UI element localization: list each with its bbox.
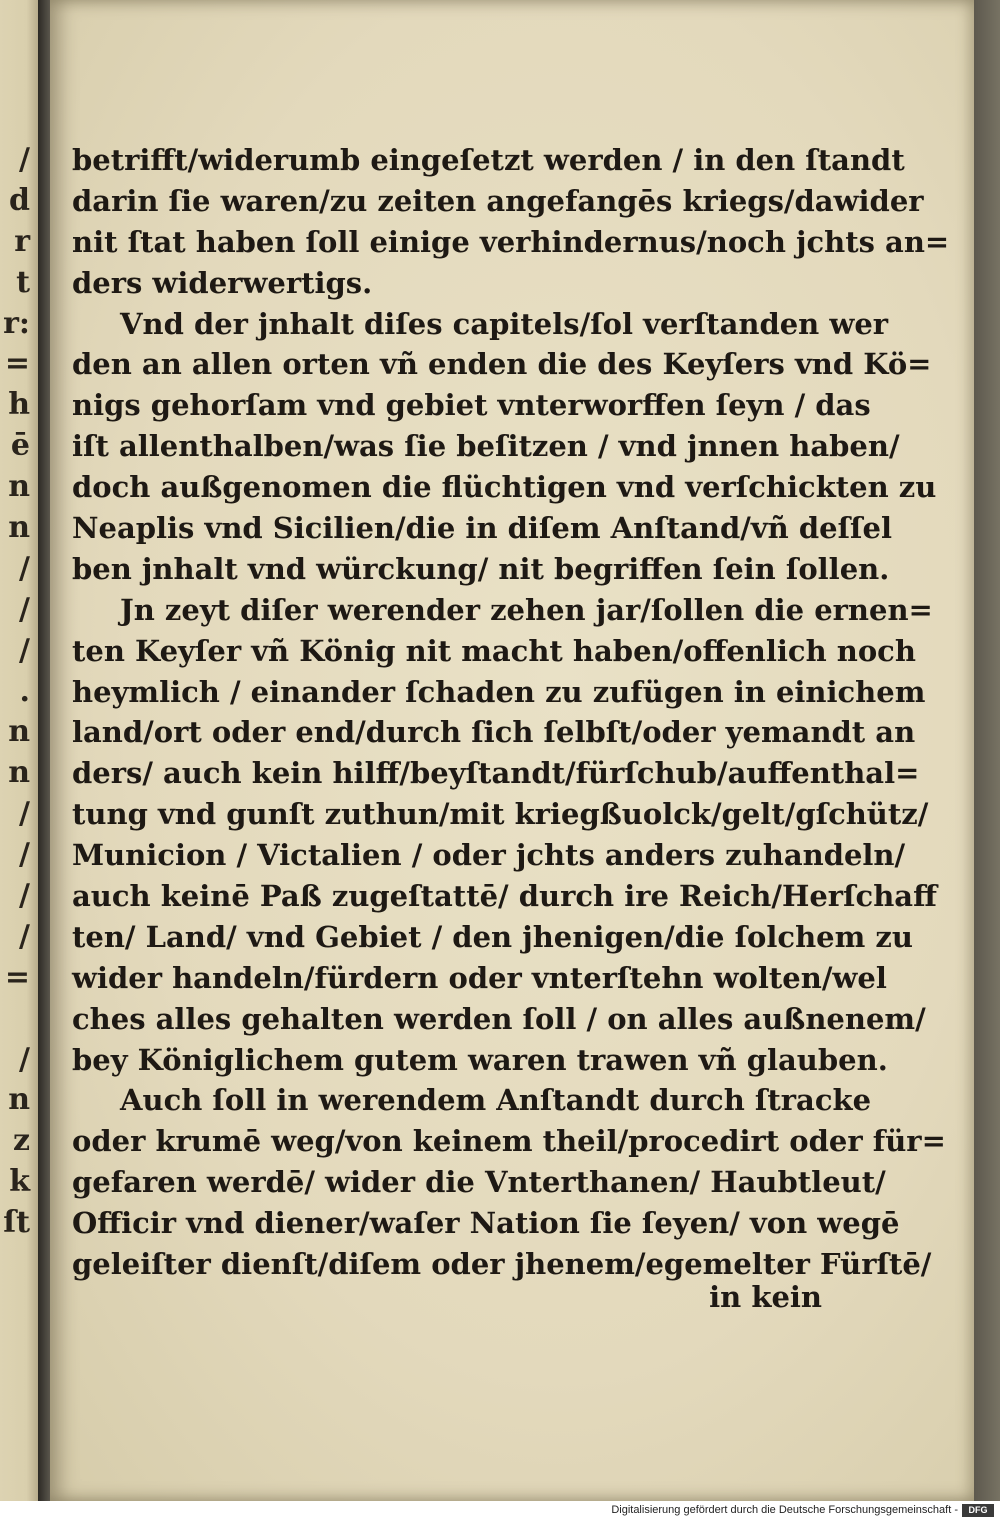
facing-page-fragment: = bbox=[4, 346, 30, 382]
text-line: darin ſie waren/zu zeiten angefangēs kriegs/dawider bbox=[72, 183, 924, 218]
facing-page-fragment: . bbox=[19, 673, 30, 709]
body-text bbox=[72, 140, 950, 1285]
text-line: doch außgenomen die flüchtigen vnd verſchickten zu bbox=[72, 470, 937, 505]
text-line: betrifft/widerumb eingeſetzt werden / in den ſtandt bbox=[72, 143, 905, 177]
text-line: Neaplis vnd Sicilien/die in diſem Anſtand/vñ deſſel bbox=[72, 511, 893, 546]
text-line: land/ort oder end/durch ſich ſelbſt/oder yemandt an bbox=[72, 715, 916, 750]
text-line: den an allen orten vñ enden die des Keyſers vnd Kö= bbox=[72, 347, 932, 382]
text-line: geleiſter dienſt/diſem oder jhenem/egemelter Fürſtē/ bbox=[72, 1247, 932, 1282]
text-line: Auch ſoll in werendem Anſtandt durch ſtracke bbox=[120, 1083, 872, 1118]
text-line: oder krumē weg/von keinem theil/procedirt oder für= bbox=[72, 1124, 946, 1159]
facing-page-fragment: = bbox=[4, 959, 30, 995]
catchword: in kein bbox=[709, 1280, 822, 1314]
facing-page-fragment: ē bbox=[10, 428, 30, 464]
facing-page-fragment: / bbox=[19, 632, 30, 668]
text-line: Jn zeyt diſer werender zehen jar/ſollen die ernen= bbox=[120, 592, 933, 627]
facing-page-fragment: / bbox=[19, 918, 30, 954]
facing-page-fragment: n bbox=[8, 714, 30, 750]
text-line: ders/ auch kein hilff/beyſtandt/fürſchub/auffenthal= bbox=[72, 756, 920, 791]
text-line: iſt allenthalben/was ſie beſitzen / vnd jnnen haben/ bbox=[72, 429, 900, 464]
facing-page-fragment: / bbox=[19, 550, 30, 586]
text-line: auch keinē Paß zugeſtattē/ durch ire Reich/Herſchaff bbox=[72, 879, 937, 914]
text-line: Officir vnd diener/waſer Nation ſie ſeyen/ von wegē bbox=[72, 1206, 900, 1241]
facing-page-fragment: r: bbox=[3, 305, 30, 341]
facing-page-fragment: / bbox=[19, 142, 30, 177]
text-line: ches alles gehalten werden ſoll / on alles außnenem/ bbox=[72, 1001, 926, 1036]
text-line: heymlich / einander ſchaden zu zufügen in einichem bbox=[72, 674, 926, 709]
text-line: tung vnd gunſt zuthun/mit kriegßuolck/gelt/gſchütz/ bbox=[72, 797, 929, 832]
text-line: ders widerwertigs. bbox=[72, 265, 373, 300]
facing-page-fragment: n bbox=[8, 755, 30, 791]
facing-page-fragment: n bbox=[8, 510, 30, 546]
facing-page-fragment: d bbox=[9, 182, 30, 218]
facing-page-fragment: / bbox=[19, 837, 30, 873]
footer-bar bbox=[0, 1501, 1000, 1521]
book-spine bbox=[38, 0, 50, 1501]
text-line: Vnd der jnhalt diſes capitels/ſol verſtanden wer bbox=[120, 306, 889, 341]
text-line: ben jnhalt vnd würckung/ nit begriffen ſein ſollen. bbox=[72, 551, 890, 586]
facing-page-fragment: / bbox=[19, 1041, 30, 1077]
facing-page-fragment: / bbox=[19, 591, 30, 627]
facing-page-fragment: n bbox=[8, 1082, 30, 1118]
text-line: nit ſtat haben ſoll einige verhindernus/noch jchts an= bbox=[72, 224, 950, 259]
facing-page-fragment bbox=[0, 999, 30, 1040]
text-line: bey Königlichem gutem waren trawen vñ glauben. bbox=[72, 1042, 888, 1077]
text-line: gefaren werdē/ wider die Vnterthanen/ Haubtleut/ bbox=[72, 1165, 886, 1200]
text-line: wider handeln/fürdern oder vnterſtehn wolten/wel bbox=[72, 960, 887, 995]
facing-page-fragment: / bbox=[19, 796, 30, 832]
facing-page-fragment: t bbox=[16, 264, 30, 300]
facing-page-fragment: n bbox=[8, 469, 30, 505]
facing-page-fragment: / bbox=[19, 878, 30, 914]
facing-page-fragment: z bbox=[12, 1123, 30, 1159]
facing-page-fragment: r bbox=[14, 223, 30, 259]
page-outer-edge bbox=[974, 0, 1000, 1501]
text-line: ten Keyſer vñ König nit macht haben/offenlich noch bbox=[72, 633, 916, 668]
facing-page-fragment: k bbox=[9, 1164, 30, 1200]
footer-credit: Digitalisierung gefördert durch die Deutsche Forschungsgemeinschaft - bbox=[611, 1504, 958, 1516]
text-line: ten/ Land/ vnd Gebiet / den jhenigen/die ſolchem zu bbox=[72, 919, 913, 954]
text-line: nigs gehorſam vnd gebiet vnterworffen ſeyn / das bbox=[72, 388, 871, 423]
text-line: Municion / Victalien / oder jchts anders zuhandeln/ bbox=[72, 838, 906, 873]
facing-page-fragment: ſt bbox=[3, 1205, 30, 1241]
dfg-logo: DFG bbox=[962, 1504, 994, 1517]
facing-page-text-fragments bbox=[0, 140, 30, 1244]
facing-page-fragment: h bbox=[8, 387, 30, 423]
